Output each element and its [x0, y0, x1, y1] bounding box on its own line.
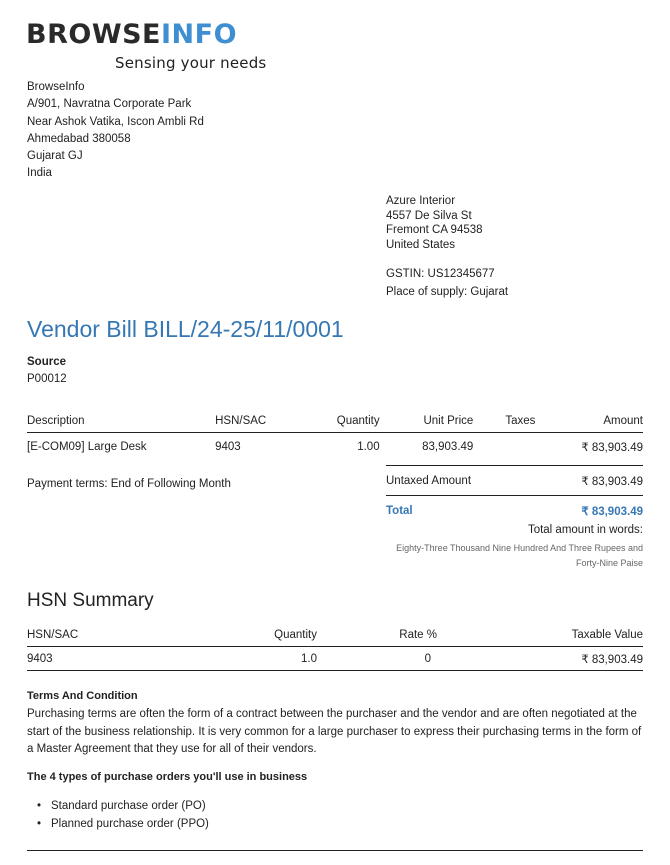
totals-table [386, 465, 643, 525]
column-header-taxes: Taxes [473, 410, 535, 433]
bullet-icon: • [37, 818, 42, 830]
company-address [27, 79, 204, 183]
customer-gstin: GSTIN: US12345677 [386, 268, 495, 280]
column-header-taxable-value: Taxable Value [437, 624, 643, 647]
column-header-amount: Amount [535, 410, 643, 433]
untaxed-label: Untaxed Amount [386, 466, 535, 496]
hsn-rate: 0 [424, 653, 431, 665]
table-header-row [27, 624, 643, 647]
footer-divider [27, 850, 643, 851]
hsn-table-divider [27, 670, 643, 671]
column-header-quantity: Quantity [295, 410, 380, 433]
company-country: India [27, 167, 52, 180]
total-row [386, 496, 643, 526]
column-header-hsn: HSN/SAC [27, 624, 167, 647]
source-label: Source [27, 356, 66, 368]
customer-name: Azure Interior [386, 195, 456, 207]
place-of-supply: Place of supply: Gujarat [386, 285, 509, 298]
po-types-list [27, 797, 209, 833]
amount-in-words-label: Total amount in words: [527, 524, 643, 536]
hsn-code: 9403 [27, 653, 53, 665]
line-description: [E-COM09] Large Desk [27, 441, 147, 453]
list-item-label: Standard purchase order (PO) [51, 800, 206, 812]
list-item-label: Planned purchase order (PPO) [51, 818, 209, 830]
column-header-hsn: HSN/SAC [215, 410, 295, 433]
company-city: Ahmedabad 380058 [27, 132, 131, 145]
source-value: P00012 [27, 373, 67, 385]
company-name: BrowseInfo [27, 81, 85, 93]
column-header-rate: Rate % [317, 624, 437, 647]
line-unit-price: 83,903.49 [422, 441, 474, 453]
customer-address [386, 194, 483, 252]
line-hsn: 9403 [215, 441, 241, 453]
terms-body: Purchasing terms are often the form of a contract between the purchaser and the vendor and are often negotiated at the start of the business relationship. It is very common for a large purchaser to express their purchasing terms in the form of a Master Agreement that they use for all of their vendors. [27, 708, 642, 755]
column-header-quantity: Quantity [167, 624, 317, 647]
customer-tax-info [386, 266, 508, 301]
table-header-row [27, 410, 643, 433]
total-value: ₹ 83,903.49 [535, 496, 643, 526]
hsn-taxable-value: ₹ 83,903.49 [581, 654, 643, 666]
amount-in-words [386, 541, 643, 570]
column-header-description: Description [27, 410, 215, 433]
company-address-line: Near Ashok Vatika, Iscon Ambli Rd [27, 115, 204, 128]
line-taxes [473, 433, 535, 462]
customer-country: United States [386, 238, 456, 251]
company-logo [26, 18, 237, 52]
invoice-lines-table [27, 410, 643, 461]
po-types-title: The 4 types of purchase orders you'll use in business [27, 771, 308, 783]
customer-city: Fremont CA 94538 [386, 224, 483, 236]
column-header-unit-price: Unit Price [380, 410, 474, 433]
logo-tagline: Sensing your needs [115, 54, 267, 72]
line-quantity: 1.00 [357, 441, 380, 453]
amount-in-words-line: Eighty-Three Thousand Nine Hundred And Three Rupees and [396, 543, 643, 553]
total-label: Total [386, 496, 535, 526]
list-item [27, 815, 209, 833]
document-title: Vendor Bill BILL/24-25/11/0001 [27, 316, 344, 342]
table-row [27, 647, 643, 672]
hsn-quantity: 1.0 [301, 653, 317, 665]
logo-part-info: INFO [161, 19, 238, 50]
terms-title: Terms And Condition [27, 690, 138, 702]
company-address-line: A/901, Navratna Corporate Park [27, 98, 192, 111]
amount-in-words-line: Forty-Nine Paise [575, 557, 643, 568]
company-state: Gujarat GJ [27, 150, 83, 163]
hsn-summary-table [27, 624, 643, 671]
logo-part-browse: BROWSE [26, 19, 161, 50]
untaxed-row [386, 466, 643, 496]
line-amount: ₹ 83,903.49 [581, 442, 643, 454]
customer-street: 4557 De Silva St [386, 209, 472, 222]
payment-terms: Payment terms: End of Following Month [27, 478, 231, 490]
hsn-summary-title: HSN Summary [27, 590, 154, 611]
bullet-icon: • [37, 800, 42, 812]
untaxed-value: ₹ 83,903.49 [535, 466, 643, 496]
list-item [27, 797, 209, 815]
table-row [27, 433, 643, 462]
